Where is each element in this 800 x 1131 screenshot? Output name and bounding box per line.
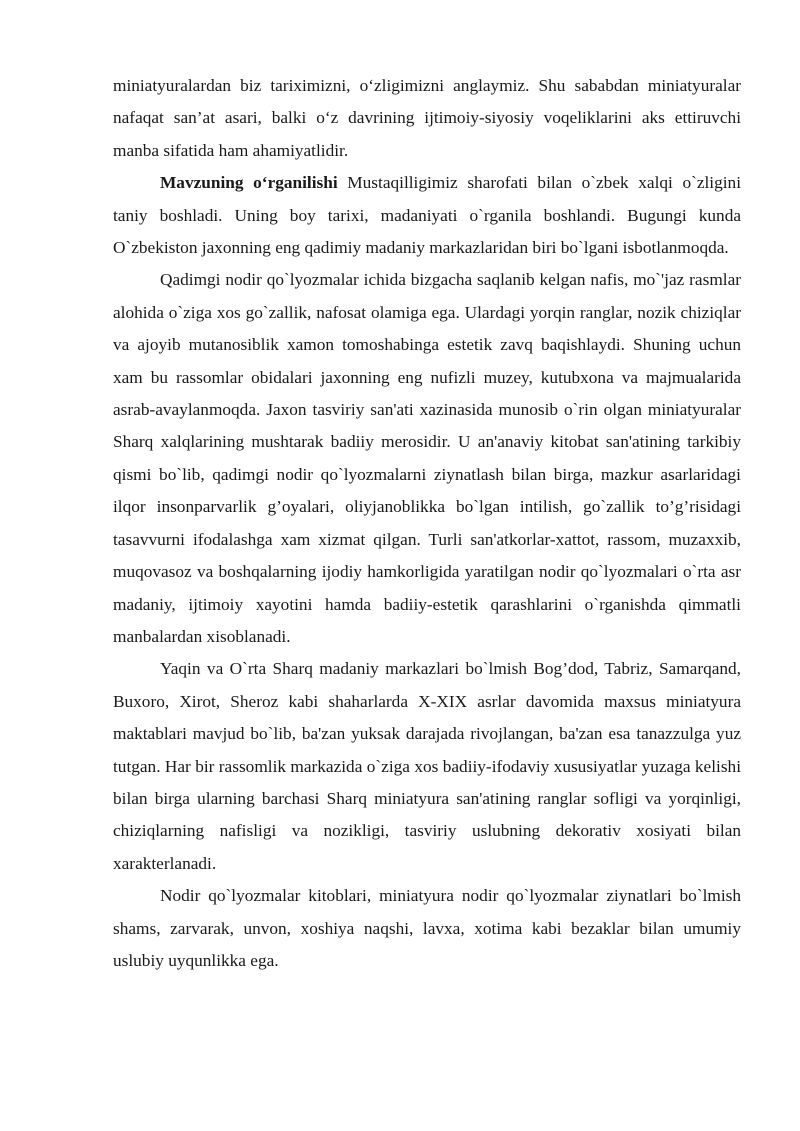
- paragraph-text: Mustaqilligimiz sharofati bilan o`zbek xalqi o`zligini taniy boshladi. Uning boy tarixi, madaniyati o`rganila boshlandi. Bugungi kunda O`zbekiston jaxonning eng qadimiy madaniy markazlaridan biri bo`lgani isbotlanmoqda.: [113, 173, 741, 258]
- paragraph-heading: Mavzuning o‘rganilishi: [160, 173, 338, 193]
- paragraph-continuation: [113, 70, 741, 167]
- paragraph-topic-study: [113, 167, 741, 264]
- paragraph-text: Nodir qo`lyozmalar kitoblari, miniatyura nodir qo`lyozmalar ziynatlari bo`lmish shams, zarvarak, unvon, xoshiya naqshi, lavxa, xotima kabi bezaklar bilan umumiy uslubiy uyqunlikka ega.: [113, 886, 741, 970]
- paragraph-text: miniatyuralardan biz tariximizni, o‘zligimizni anglaymiz. Shu sababdan miniatyuralar nafaqat san’at asari, balki o‘z davrining ijtimoiy-siyosiy voqeliklarini aks ettiruvchi manba sifatida ham ahamiyatlidir.: [113, 76, 741, 160]
- paragraph-text: Qadimgi nodir qo`lyozmalar ichida bizgacha saqlanib kelgan nafis, mo`'jaz rasmlar alohida o`ziga xos go`zallik, nafosat olamiga ega. Ulardagi yorqin ranglar, nozik chiziqlar va ajoyib mutanosiblik xamon tomoshabinga estetik zavq baqishlaydi. Shuning uchun xam bu rassomlar obidalari jaxonning eng nufizli muzey, kutubxona va majmualarida asrab-avaylanmoqda. Jaxon tasviriy san'ati xazinasida munosib o`rin olgan miniatyuralar Sharq xalqlarining mushtarak badiiy merosidir. U an'anaviy kitobat san'atining tarkibiy qismi bo`lib, qadimgi nodir qo`lyozmalarni ziynatlash bilan birga, mazkur asarlaridagi ilqor insonparvarlik g’oyalari, oliyjanoblikka bo`lgan intilish, go`zallik to’g’risidagi tasavvurni ifodalashga xam xizmat qilgan. Turli san'atkorlar-xattot, rassom, muzaxxib, muqovasoz va boshqalarning ijodiy hamkorligida yaratilgan nodir qo`lyozmalari o`rta asr madaniy, ijtimoiy xayotini hamda badiiy-estetik qarashlarini o`rganishda qimmatli manbalardan xisoblanadi.: [113, 270, 741, 646]
- paragraph-schools: [113, 653, 741, 880]
- paragraph-text: Yaqin va O`rta Sharq madaniy markazlari bo`lmish Bog’dod, Tabriz, Samarqand, Buxoro, Xirot, Sheroz kabi shaharlarda X-XIX asrlar davomida maxsus miniatyura maktablari mavjud bo`lib, ba'zan yuksak darajada rivojlangan, ba'zan esa tanazzulga yuz tutgan. Har bir rassomlik markazida o`ziga xos badiiy-ifodaviy xususiyatlar yuzaga kelishi bilan birga ularning barchasi Sharq miniatyura san'atining ranglar sofligi va yorqinligi, chiziqlarning nafisligi va nozikligi, tasviriy uslubning dekorativ xosiyati bilan xarakterlanadi.: [113, 659, 741, 873]
- document-page: [113, 70, 741, 977]
- paragraph-ornaments: [113, 880, 741, 977]
- paragraph-manuscripts: [113, 264, 741, 653]
